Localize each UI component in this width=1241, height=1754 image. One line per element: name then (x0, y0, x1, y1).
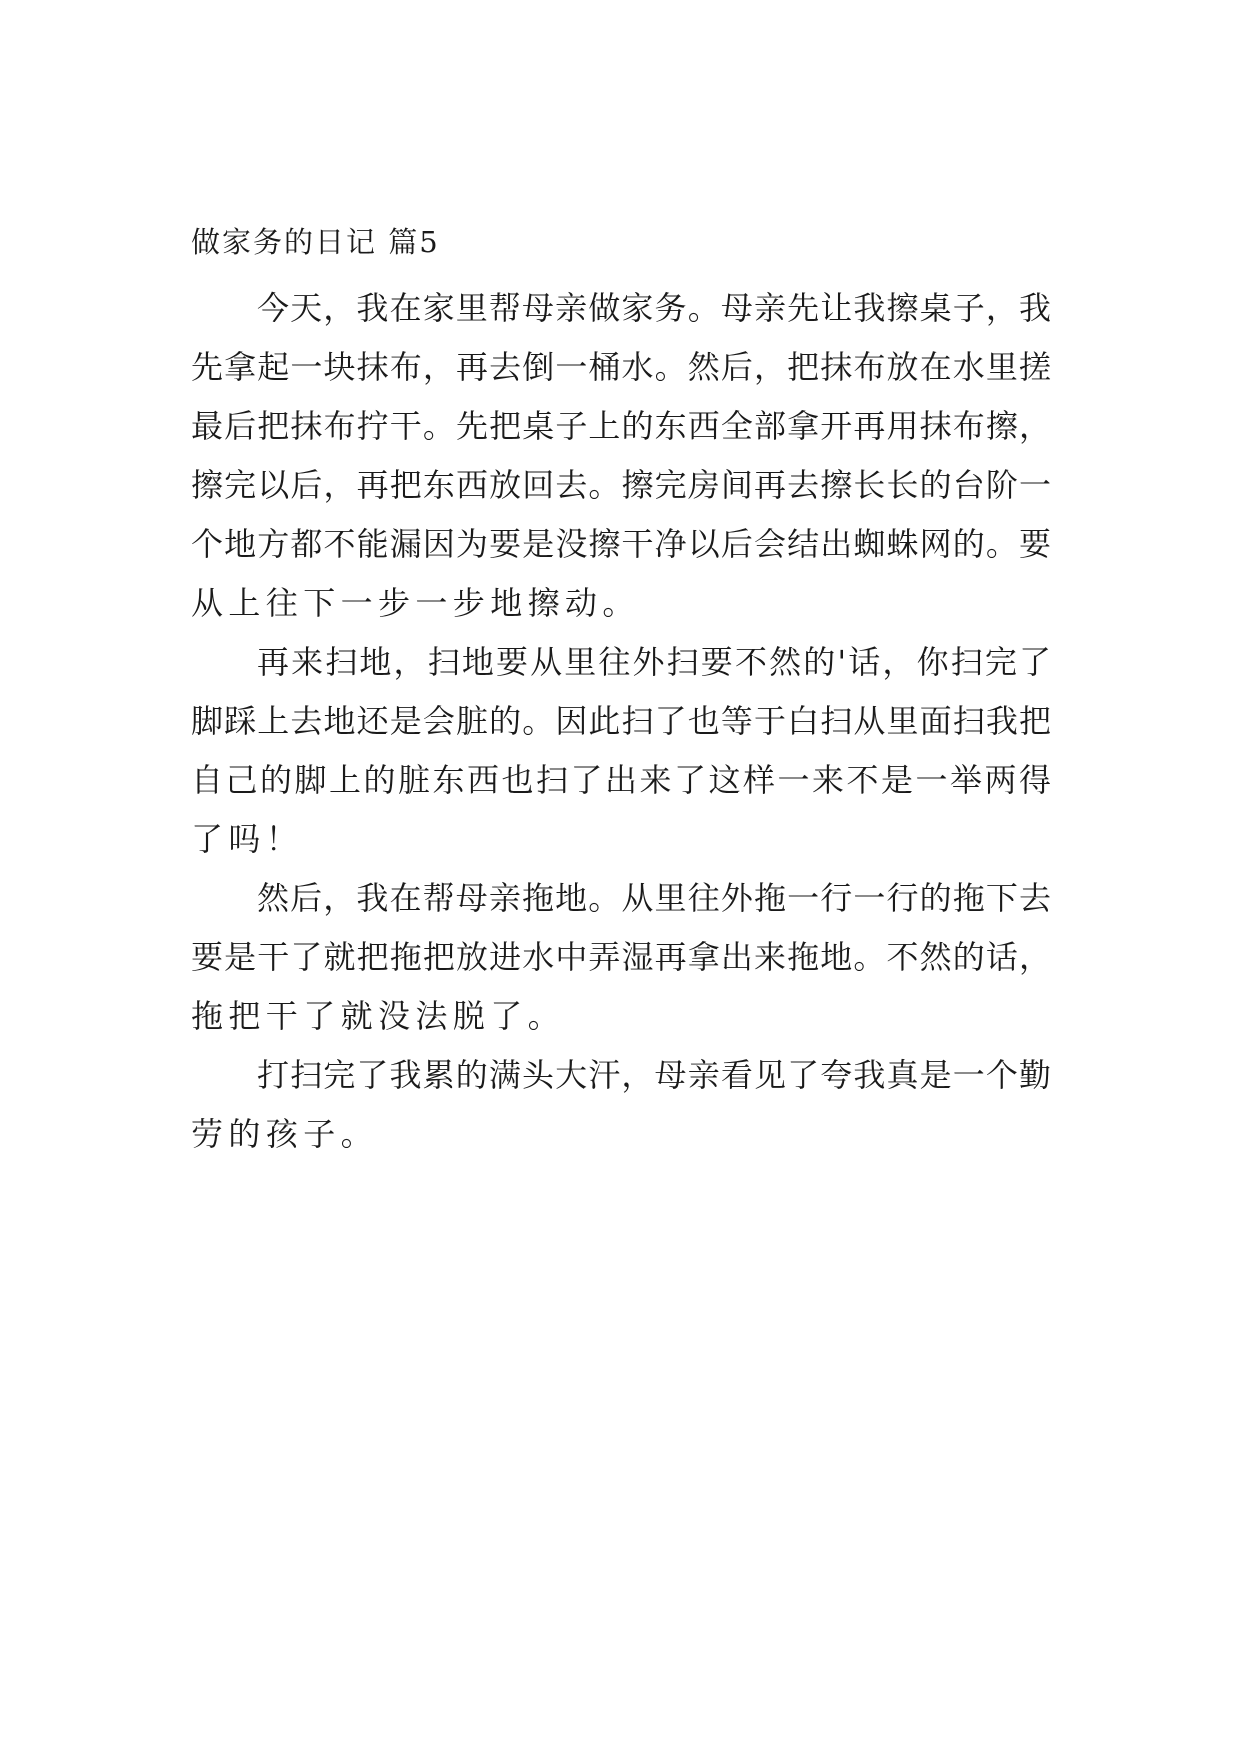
paragraph-2-line-4: 了吗！ (191, 820, 304, 858)
paragraph-3-line-2: 要是干了就把拖把放进水中弄湿再拿出来拖地。不然的话， (191, 938, 1051, 976)
paragraph-4-line-1: 打扫完了我累的满头大汗，母亲看见了夸我真是一个勤 (257, 1056, 1051, 1094)
paragraph-1-line-1: 今天，我在家里帮母亲做家务。母亲先让我擦桌子，我 (257, 289, 1051, 327)
paragraph-3-line-3: 拖把干了就没法脱了。 (191, 997, 566, 1035)
paragraph-3-line-1: 然后，我在帮母亲拖地。从里往外拖一行一行的拖下去 (257, 879, 1051, 917)
document-title: 做家务的日记 篇5 (191, 225, 440, 259)
paragraph-1-line-3: 最后把抹布拧干。先把桌子上的东西全部拿开再用抹布擦， (191, 407, 1051, 445)
paragraph-1-line-6: 从上往下一步一步地擦动。 (191, 584, 640, 622)
paragraph-1-line-4: 擦完以后，再把东西放回去。擦完房间再去擦长长的台阶一 (191, 466, 1051, 504)
paragraph-2-line-1: 再来扫地，扫地要从里往外扫要不然的'话，你扫完了 (257, 643, 1051, 681)
paragraph-2-line-2: 脚踩上去地还是会脏的。因此扫了也等于白扫从里面扫我把 (191, 702, 1051, 740)
paragraph-4-line-2: 劳的孩子。 (191, 1115, 379, 1153)
paragraph-2-line-3: 自己的脚上的脏东西也扫了出来了这样一来不是一举两得 (191, 761, 1051, 799)
paragraph-1-line-5: 个地方都不能漏因为要是没擦干净以后会结出蜘蛛网的。要 (191, 525, 1051, 563)
paragraph-1-line-2: 先拿起一块抹布，再去倒一桶水。然后，把抹布放在水里搓 (191, 348, 1051, 386)
